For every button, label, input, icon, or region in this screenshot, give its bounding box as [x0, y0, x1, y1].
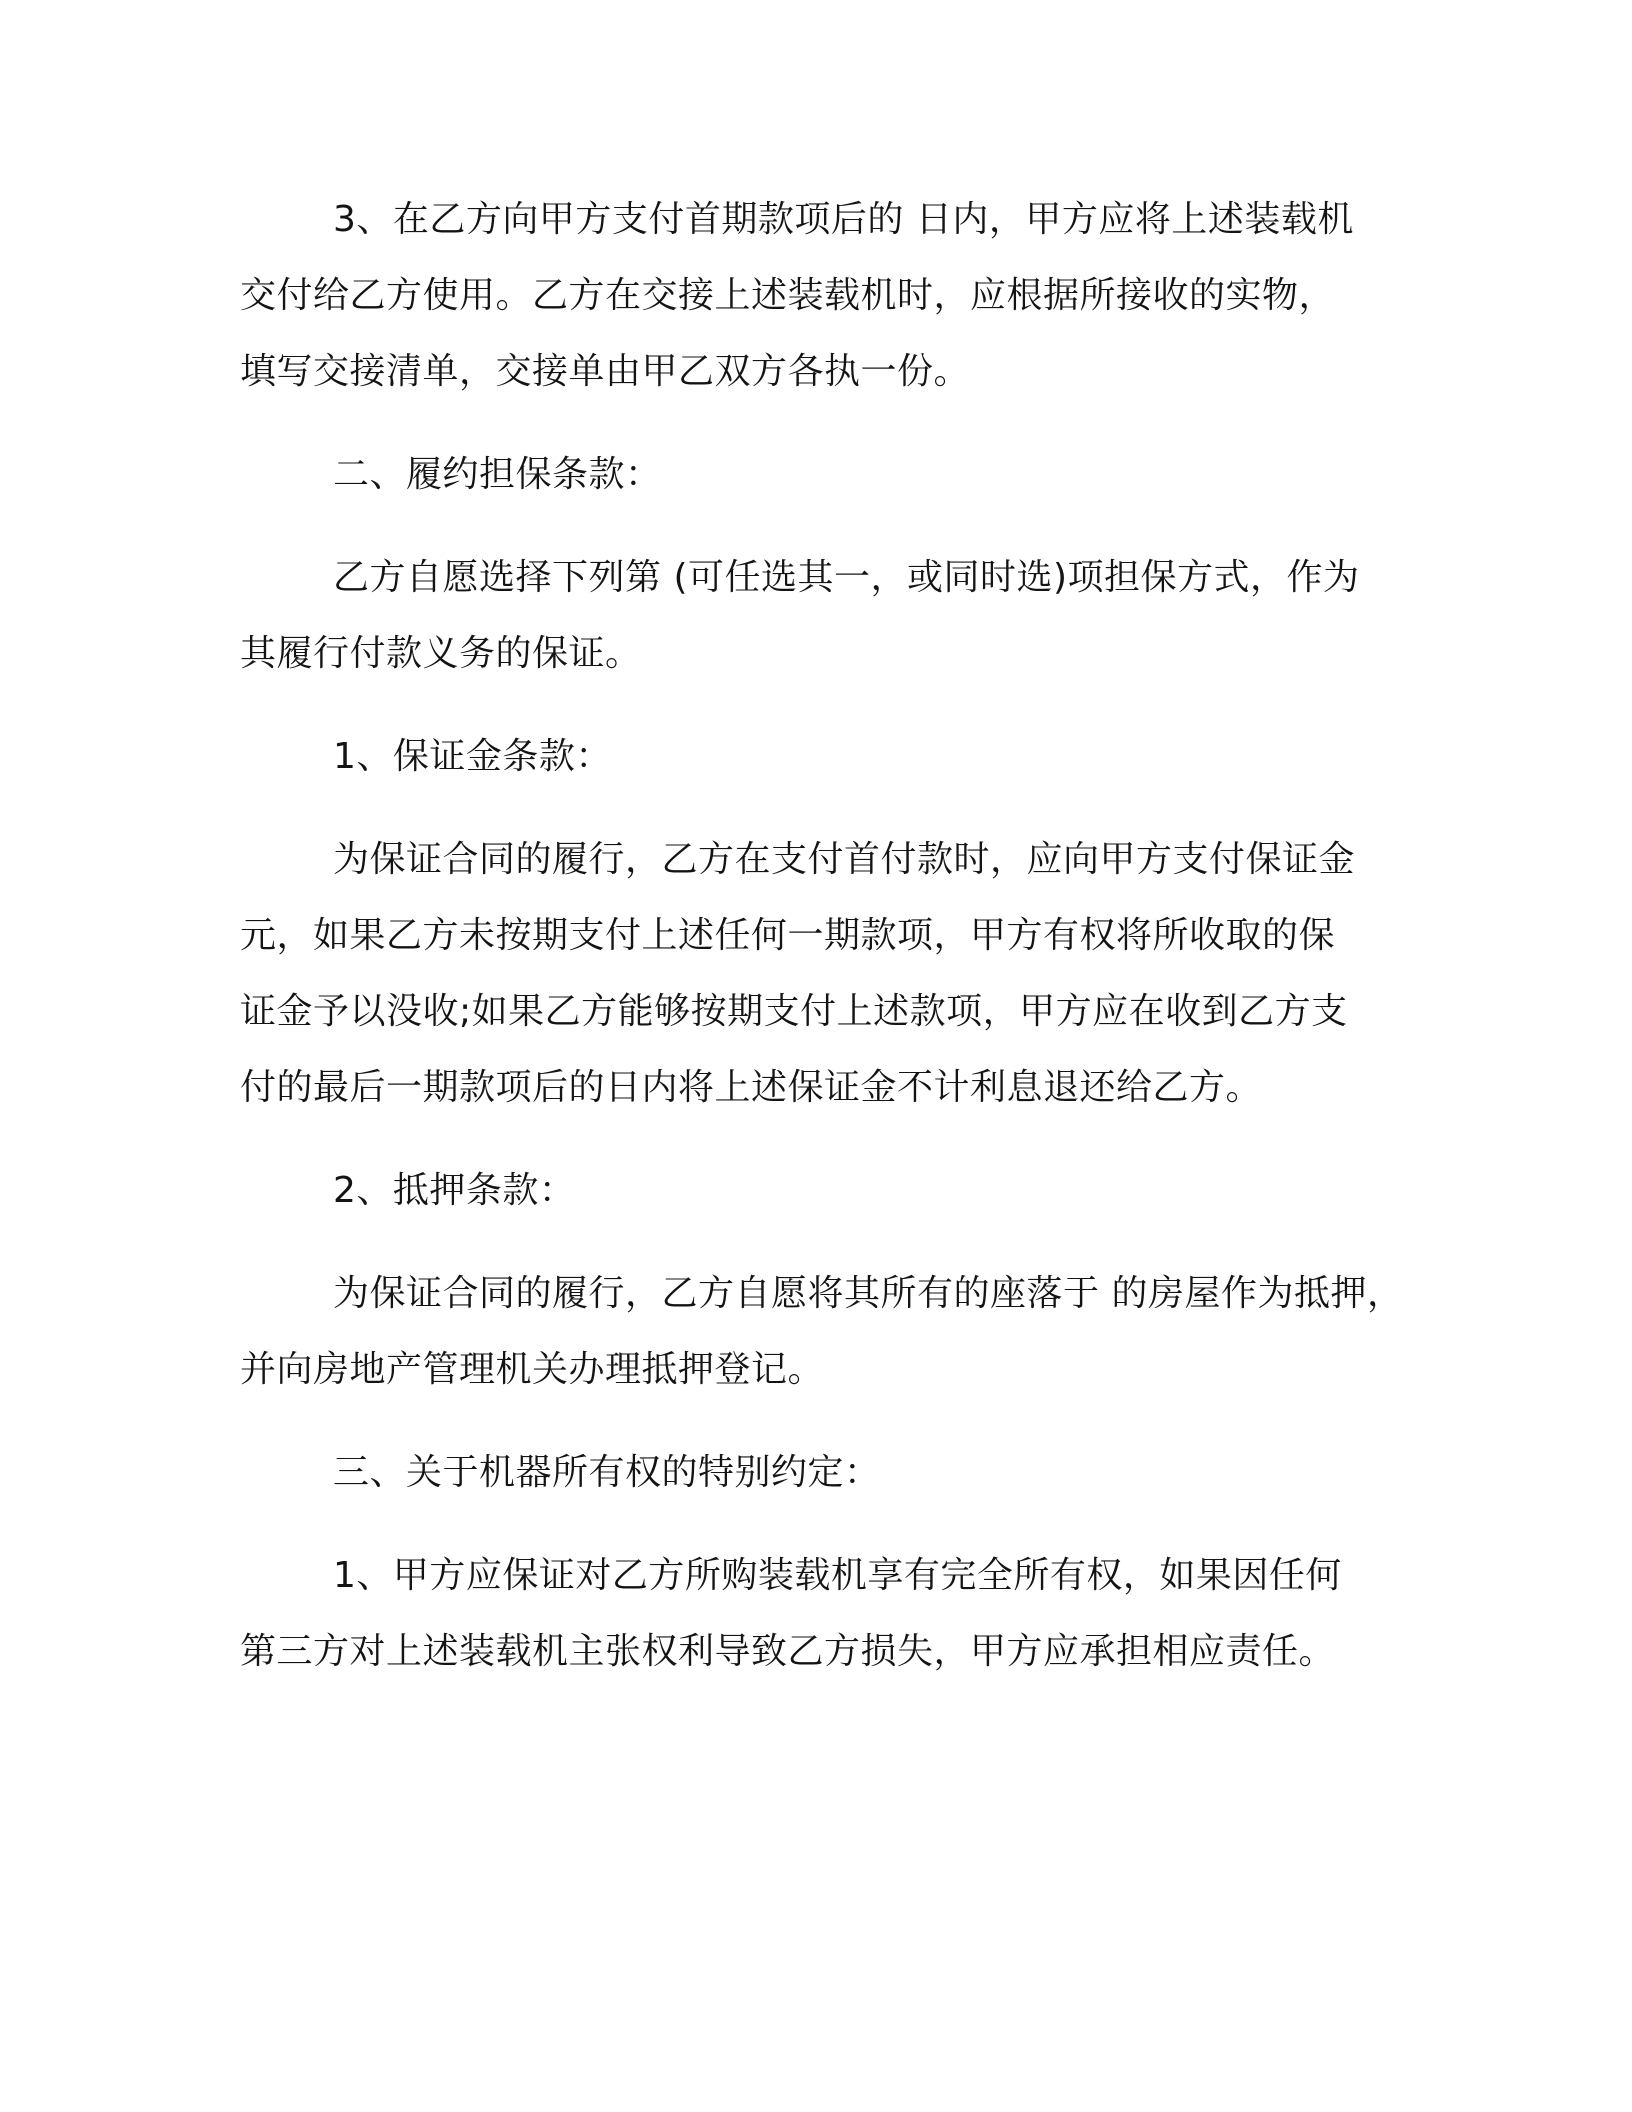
- paragraph-line: 为保证合同的履行，乙方在支付首付款时，应向甲方支付保证金: [333, 839, 1356, 880]
- paragraph-line: 付的最后一期款项后的日内将上述保证金不计利息退还给乙方。: [240, 1067, 1263, 1108]
- paragraph-line: 其履行付款义务的保证。: [240, 633, 642, 674]
- section-heading: 二、履约担保条款：: [333, 454, 662, 495]
- paragraph-line: 1、甲方应保证对乙方所购装载机享有完全所有权，如果因任何: [333, 1555, 1342, 1596]
- paragraph-line: 3、在乙方向甲方支付首期款项后的 日内，甲方应将上述装载机: [333, 199, 1354, 240]
- subsection-heading: 2、抵押条款：: [333, 1170, 576, 1211]
- paragraph-line: 乙方自愿选择下列第 (可任选其一，或同时选)项担保方式，作为: [333, 557, 1360, 598]
- paragraph-line: 并向房地产管理机关办理抵押登记。: [240, 1349, 825, 1390]
- paragraph-line: 证金予以没收;如果乙方能够按期支付上述款项，甲方应在收到乙方支: [240, 991, 1348, 1032]
- paragraph-line: 为保证合同的履行，乙方自愿将其所有的座落于 的房屋作为抵押，: [333, 1273, 1404, 1314]
- subsection-heading: 1、保证金条款：: [333, 736, 612, 777]
- paragraph-line: 第三方对上述装载机主张权利导致乙方损失，甲方应承担相应责任。: [240, 1631, 1336, 1672]
- paragraph-line: 交付给乙方使用。乙方在交接上述装载机时，应根据所接收的实物，: [240, 275, 1336, 316]
- paragraph-line: 填写交接清单，交接单由甲乙双方各执一份。: [240, 351, 971, 392]
- paragraph-line: 元，如果乙方未按期支付上述任何一期款项，甲方有权将所收取的保: [240, 915, 1336, 956]
- section-heading: 三、关于机器所有权的特别约定：: [333, 1452, 881, 1493]
